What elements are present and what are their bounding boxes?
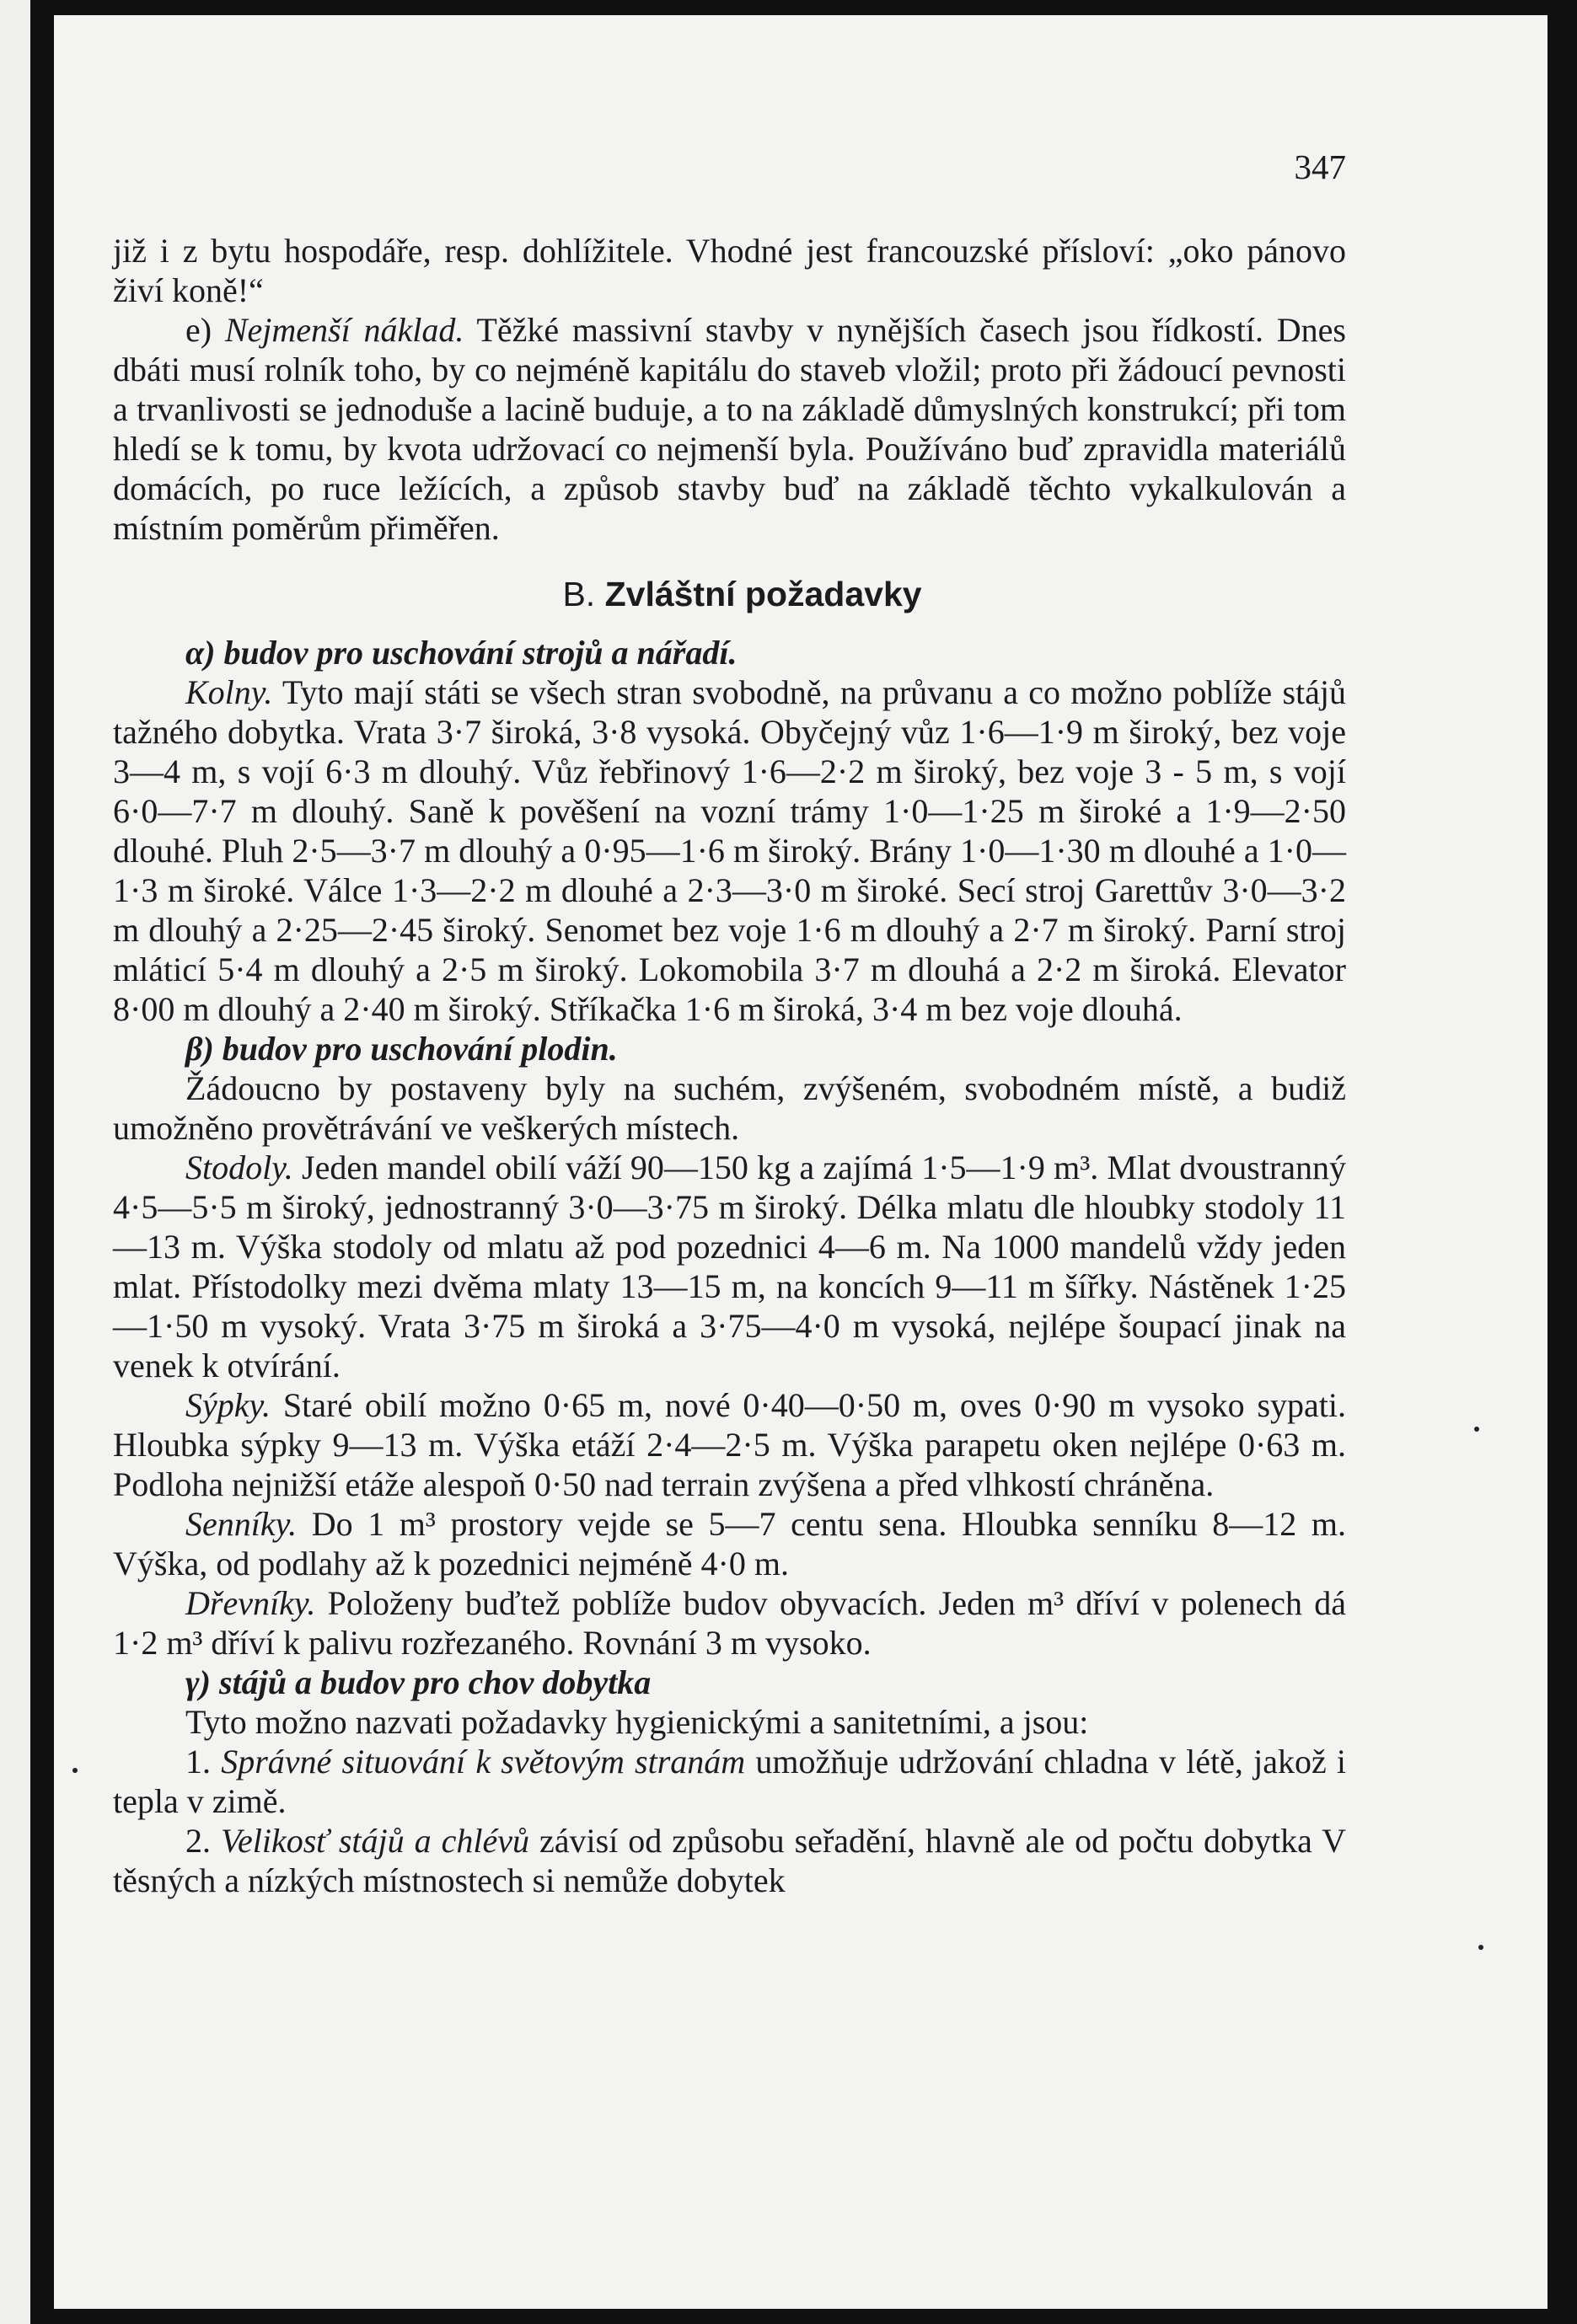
emphasis-span: Správné situování k světovým stranám	[221, 1743, 746, 1780]
text-paragraph	[113, 1504, 1346, 1583]
text-paragraph	[113, 1742, 1346, 1821]
emphasis-span: Stodoly.	[185, 1149, 293, 1186]
emphasis-span: Senníky.	[185, 1505, 298, 1543]
emphasis-span: Dřevníky.	[185, 1584, 316, 1622]
emphasis-span: Kolny.	[185, 673, 273, 711]
section-letter: B.	[562, 575, 596, 613]
text-paragraph	[113, 231, 1346, 310]
text-paragraph	[113, 1385, 1346, 1504]
text-paragraph	[113, 1702, 1346, 1742]
text-paragraph	[113, 633, 1346, 672]
section-paragraphs	[113, 633, 1346, 1900]
text-span: Tyto možno nazvati požadavky hygienickými a sanitetními, a jsou:	[185, 1703, 1089, 1741]
section-heading	[113, 575, 1346, 614]
text-paragraph	[113, 1663, 1346, 1702]
margin-speck	[1474, 1427, 1479, 1432]
text-span: Položeny buďtež poblíže budov obyvacích. Jeden m³ dříví v polenech dá 1·2 m³ dříví k palivu rozřezaného. Rovnání 3 m vysoko.	[113, 1584, 1346, 1662]
text-span: Jeden mandel obilí váží 90—150 kg a zajímá 1·5—1·9 m³. Mlat dvoustranný 4·5—5·5 m široký, jednostranný 3·0—3·75 m široký. Délka mlatu dle hloubky stodoly 11—13 m. Výška stodoly od mlatu až pod pozednici 4—6 m. Na 1000 mandelů vždy jeden mlat. Přístodolky mezi dvěma mlaty 13—15 m, na koncích 9—11 m šířky. Nástěnek 1·25—1·50 m vysoký. Vrata 3·75 m široká a 3·75—4·0 m vysoká, nejlépe šoupací jinak na venek k otvírání.	[113, 1149, 1346, 1384]
emphasis-span: β) budov pro uschování plodin.	[185, 1030, 618, 1068]
book-page	[54, 15, 1547, 2309]
emphasis-span: Nejmenší náklad.	[224, 311, 464, 349]
margin-speck	[1478, 1945, 1483, 1950]
text-paragraph	[113, 310, 1346, 548]
text-paragraph	[113, 1148, 1346, 1385]
emphasis-span: γ) stájů a budov pro chov dobytka	[185, 1663, 652, 1701]
text-paragraph	[113, 1068, 1346, 1148]
text-span: umožňuje udržování chladna v létě, jakož i tepla v zimě.	[113, 1743, 1347, 1820]
emphasis-span: α) budov pro uschování strojů a nářadí.	[185, 634, 738, 672]
intro-paragraphs	[113, 231, 1346, 548]
text-span: závisí od způsobu seřadění, hlavně ale od počtu dobytka V těsných a nízkých místnostech si nemůže dobytek	[113, 1822, 1346, 1899]
text-paragraph	[113, 1821, 1346, 1900]
text-span: 2.	[185, 1822, 221, 1860]
text-span: Do 1 m³ prostory vejde se 5—7 centu sena. Hloubka senníku 8—12 m. Výška, od podlahy až k pozednici nejméně 4·0 m.	[113, 1505, 1346, 1582]
text-span: e)	[185, 311, 225, 349]
text-span: Žádoucno by postaveny byly na suchém, zvýšeném, svobodném místě, a budiž umožněno provětrávání ve veškerých místech.	[113, 1069, 1346, 1147]
page-body	[113, 231, 1346, 1900]
page-number: 347	[1294, 147, 1346, 186]
text-paragraph	[113, 672, 1346, 1029]
text-span: Staré obilí možno 0·65 m, nové 0·40—0·50 m, oves 0·90 m vysoko sypati. Hloubka sýpky 9—13 m. Výška etáží 2·4—2·5 m. Výška parapetu oken nejlépe 0·63 m. Podloha nejnižší etáže alespoň 0·50 nad terrain zvýšena a před vlhkostí chráněna.	[113, 1386, 1346, 1503]
text-span: Tyto mají státi se všech stran svobodně, na průvanu a co možno poblíže stájů tažného dobytka. Vrata 3·7 široká, 3·8 vysoká. Obyčejný vůz 1·6—1·9 m široký, bez voje 3—4 m, s vojí 6·3 m dlouhý. Vůz řebřinový 1·6—2·2 m široký, bez voje 3 - 5 m, s vojí 6·0—7·7 m dlouhý. Saně k pověšení na vozní trámy 1·0—1·25 m široké a 1·9—2·50 dlouhé. Pluh 2·5—3·7 m dlouhý a 0·95—1·6 m široký. Brány 1·0—1·30 m dlouhé a 1·0—1·3 m široké. Válce 1·3—2·2 m dlouhé a 2·3—3·0 m široké. Secí stroj Garettův 3·0—3·2 m dlouhý a 2·25—2·45 široký. Senomet bez voje 1·6 m dlouhý a 2·7 m široký. Parní stroj mláticí 5·4 m dlouhý a 2·5 m široký. Lokomobila 3·7 m dlouhá a 2·2 m široká. Elevator 8·00 m dlouhý a 2·40 m široký. Stříkačka 1·6 m široká, 3·4 m bez voje dlouhá.	[113, 673, 1346, 1028]
emphasis-span: Sýpky.	[185, 1386, 271, 1424]
text-paragraph	[113, 1583, 1346, 1663]
text-paragraph	[113, 1029, 1346, 1068]
section-title: Zvláštní požadavky	[604, 575, 922, 613]
text-span: již i z bytu hospodáře, resp. dohlížitele. Vhodné jest francouzské přísloví: „oko pánovo živí koně!“	[113, 232, 1346, 309]
margin-speck	[72, 1768, 78, 1773]
text-span: 1.	[185, 1743, 222, 1780]
previous-page-edge	[0, 0, 30, 2324]
text-span: Těžké massivní stavby v nynějších časech jsou řídkostí. Dnes dbáti musí rolník toho, by co nejméně kapitálu do staveb vložil; proto při žádoucí pevnosti a trvanlivosti se jednoduše a lacině buduje, a to na základě důmyslných konstrukcí; při tom hledí se k tomu, by kvota udržovací co nejmenší byla. Používáno buď zpravidla materiálů domácích, po ruce ležících, a způsob stavby buď na základě těchto vykalkulován a místním poměrům přiměřen.	[113, 311, 1346, 547]
emphasis-span: Velikosť stájů a chlévů	[221, 1822, 530, 1860]
